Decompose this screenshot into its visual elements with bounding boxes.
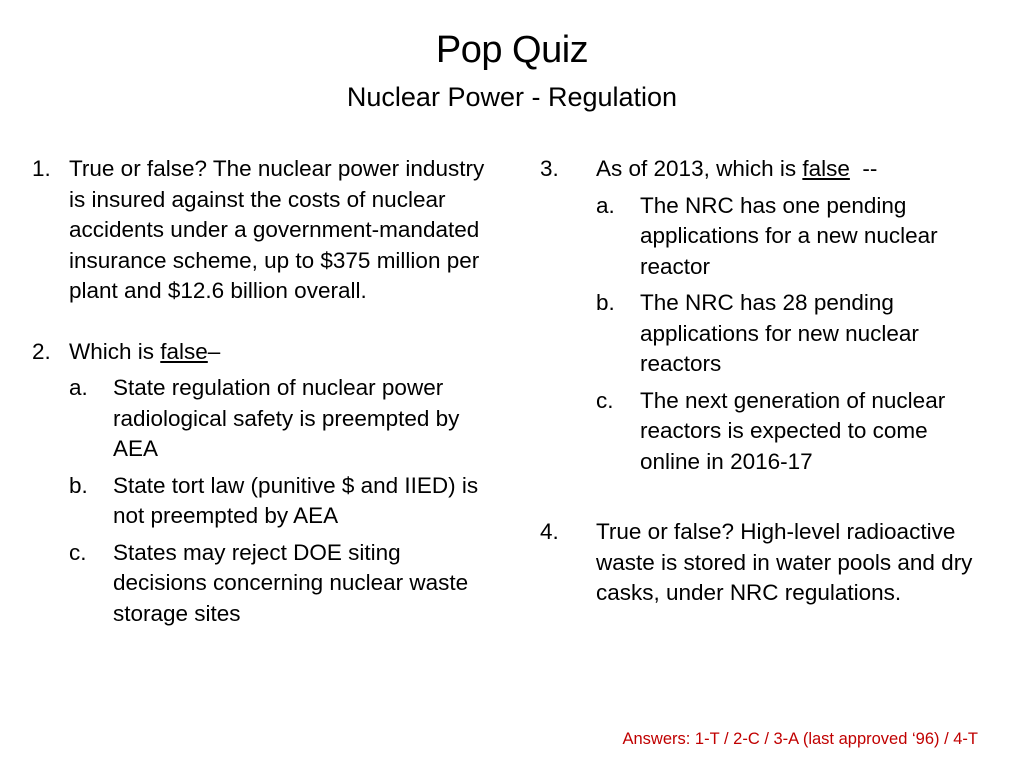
- question-underlined-word: false: [160, 338, 208, 364]
- option-c: [596, 386, 990, 478]
- option-c: [69, 538, 492, 630]
- option-list: [596, 191, 990, 478]
- option-text: States may reject DOE siting decisions concerning nuclear waste storage sites: [113, 539, 469, 626]
- question-prefix: As of 2013, which is: [596, 156, 803, 181]
- question-suffix: –: [207, 338, 221, 364]
- question-number: 4.: [540, 519, 559, 544]
- question-1: [32, 154, 492, 307]
- question-text: True or false? The nuclear power industry is insured against the costs of nuclear accidents under a government-mandated insurance scheme, up to $375 million per plant and $12.6 billion overall.: [69, 156, 485, 303]
- option-letter: a.: [69, 375, 88, 400]
- option-text: The next generation of nuclear reactors is expected to come online in 2016-17: [640, 387, 946, 474]
- option-text: The NRC has one pending applications for a new nuclear reactor: [640, 192, 938, 279]
- option-b: [69, 471, 492, 532]
- option-b: [596, 288, 990, 380]
- question-prefix: Which is: [69, 338, 161, 364]
- option-letter: b.: [596, 290, 615, 315]
- option-letter: c.: [69, 539, 87, 565]
- question-underlined-word: false: [802, 156, 850, 181]
- option-letter: c.: [596, 387, 614, 413]
- option-a: [596, 191, 990, 283]
- option-letter: b.: [69, 472, 88, 498]
- option-text: The NRC has 28 pending applications for new nuclear reactors: [640, 290, 919, 376]
- question-suffix: --: [849, 156, 878, 181]
- question-text: True or false? High-level radioactive waste is stored in water pools and dry casks, under NRC regulations.: [596, 519, 973, 605]
- question-number: 1.: [32, 156, 51, 181]
- slide-subtitle: Nuclear Power - Regulation: [346, 82, 678, 112]
- option-a: [69, 373, 492, 465]
- right-column: [540, 154, 990, 609]
- option-list: [69, 373, 492, 629]
- option-text: State tort law (punitive $ and IIED) is not preempted by AEA: [113, 472, 479, 528]
- answers-footer: Answers: 1-T / 2-C / 3-A (last approved ‘96) / 4-T: [622, 730, 978, 748]
- question-4: [540, 517, 990, 609]
- question-number: 3.: [540, 156, 559, 181]
- slide-title: Pop Quiz: [435, 29, 589, 71]
- option-letter: a.: [596, 192, 615, 218]
- question-number: 2.: [32, 338, 51, 364]
- question-3: [540, 154, 990, 477]
- left-column: [32, 154, 492, 629]
- question-2: [32, 337, 492, 630]
- option-text: State regulation of nuclear power radiological safety is preempted by AEA: [113, 375, 460, 461]
